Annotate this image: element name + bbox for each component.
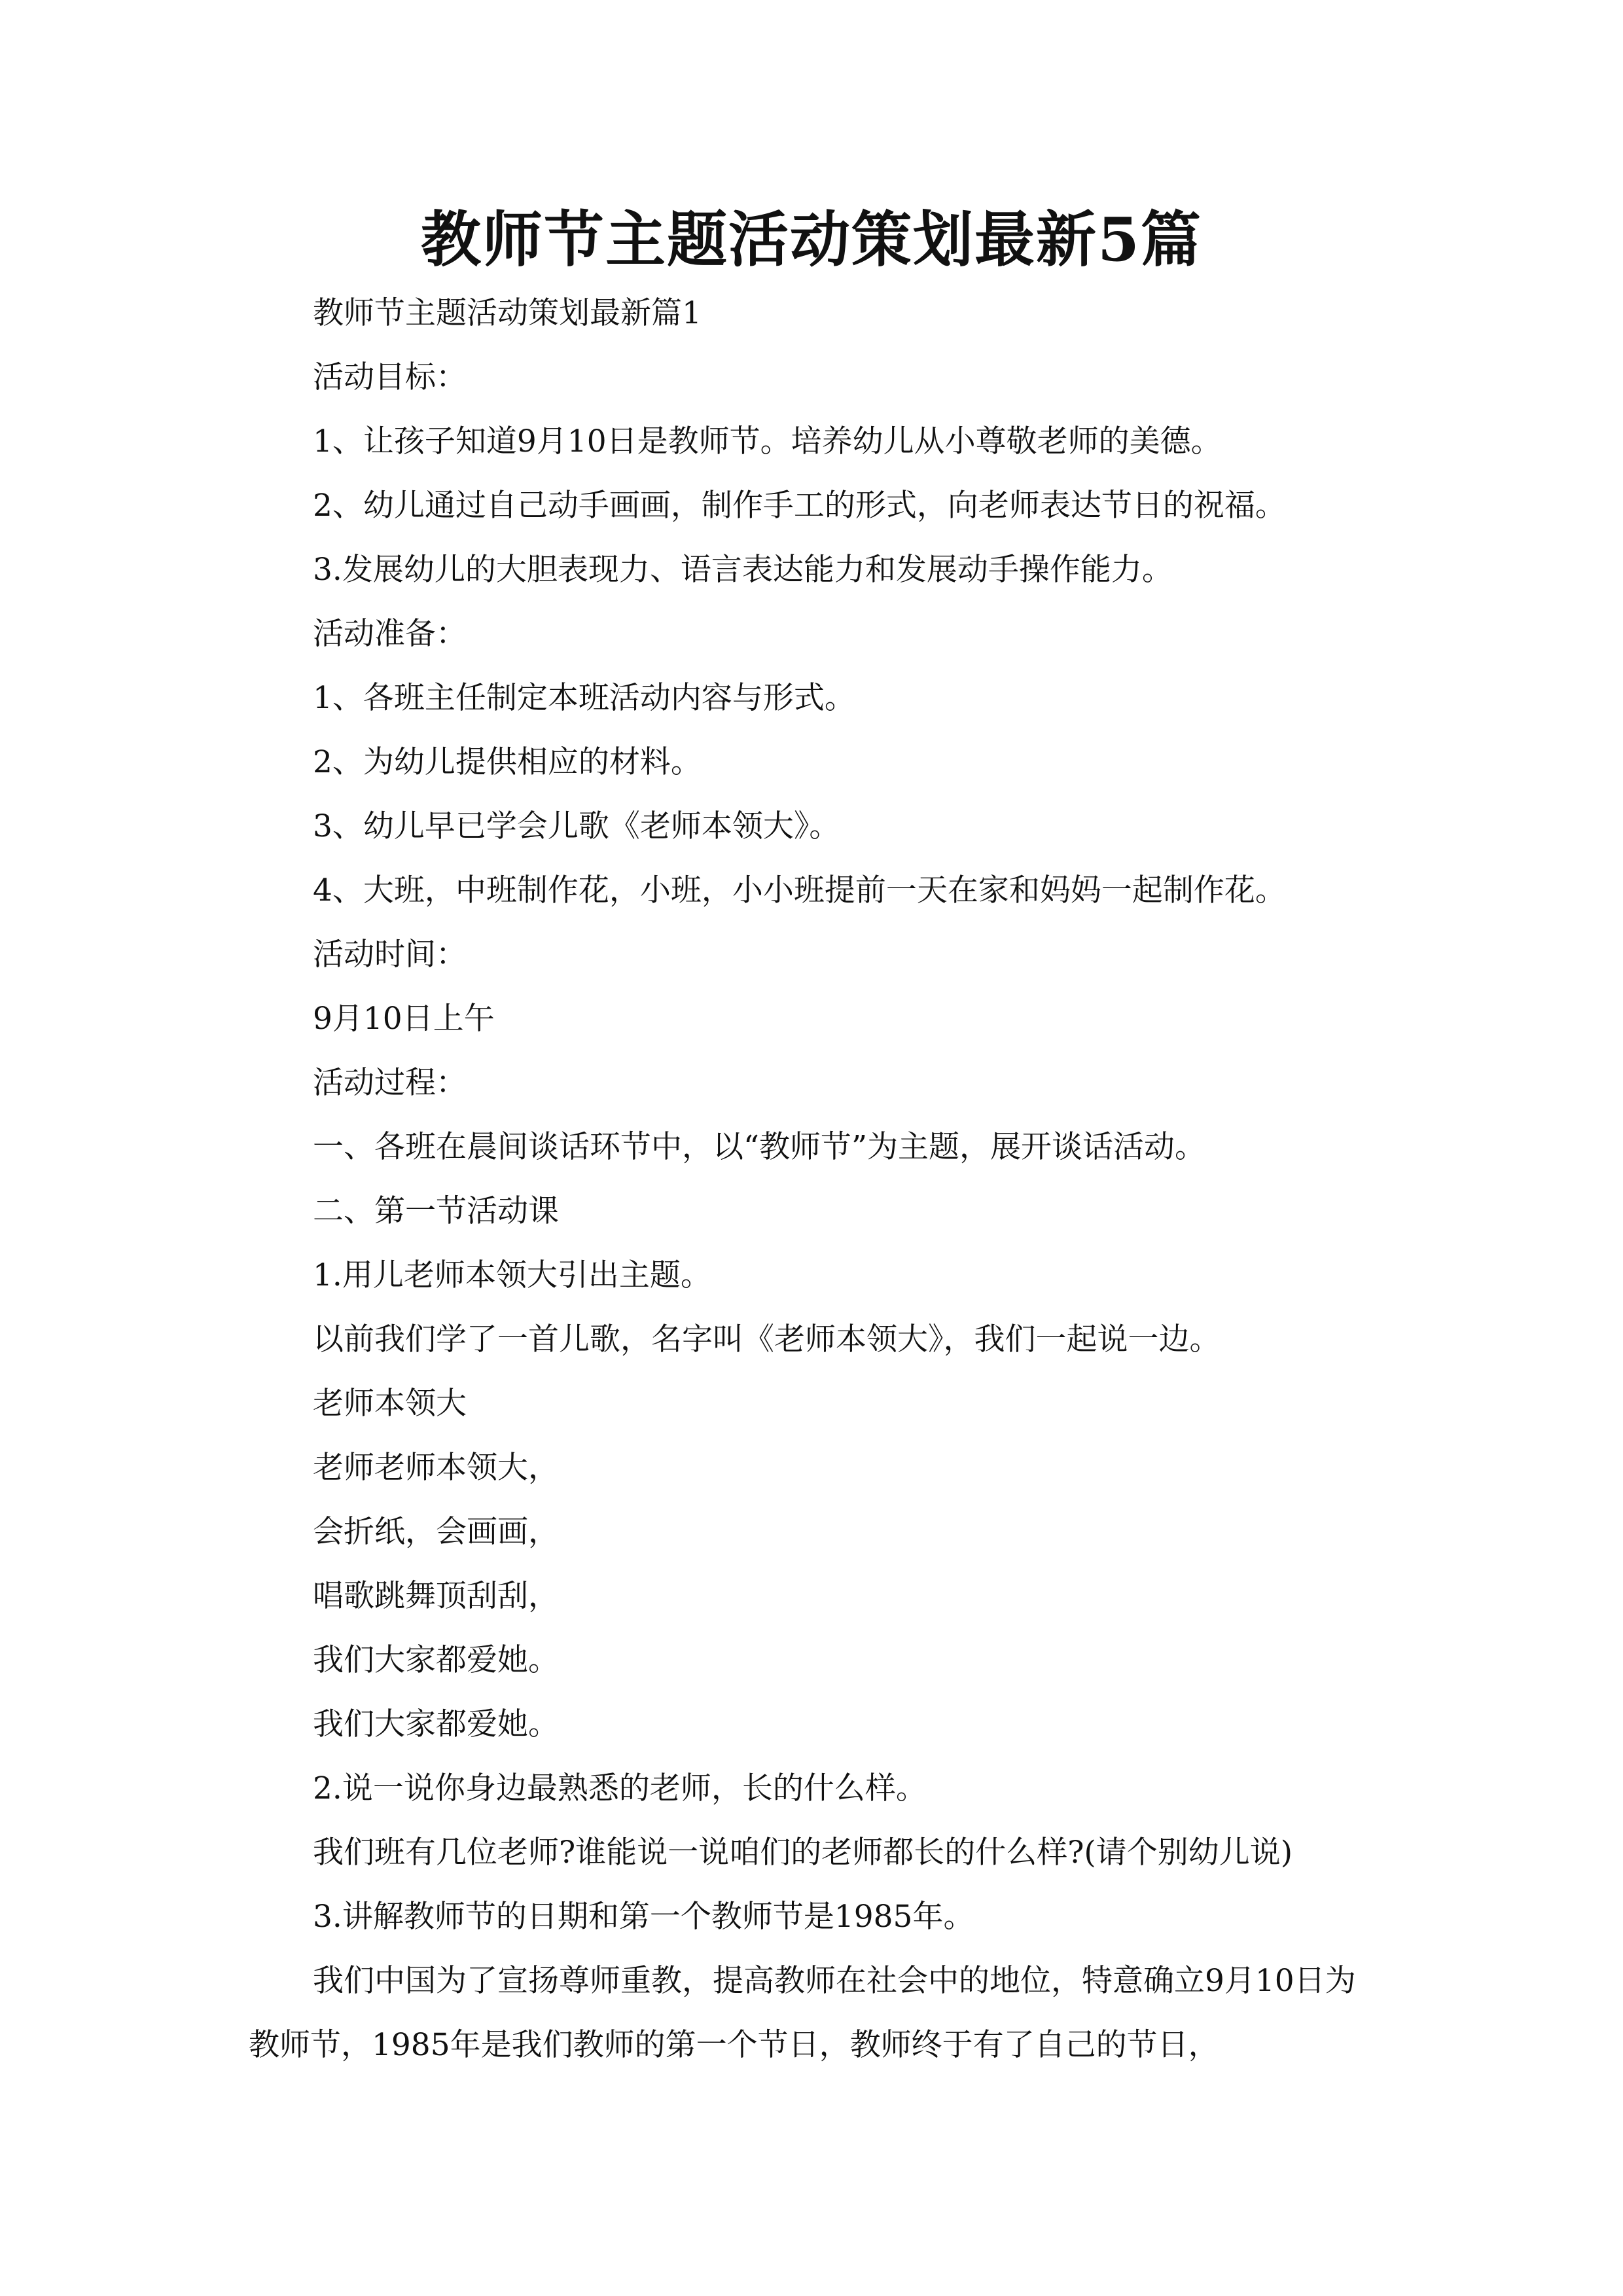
poem-line: 老师老师本领大， bbox=[313, 1450, 559, 1486]
subheading-goals: 活动目标： bbox=[313, 359, 467, 395]
document-body bbox=[249, 281, 1374, 2077]
paragraph: 3.发展幼儿的大胆表现力、语言表达能力和发展动手操作能力。 bbox=[313, 552, 1173, 588]
paragraph: 9月10日上午 bbox=[313, 1001, 495, 1037]
poem-line: 唱歌跳舞顶刮刮， bbox=[313, 1578, 559, 1614]
paragraph: 2、幼儿通过自己动手画画，制作手工的形式，向老师表达节日的祝福。 bbox=[313, 488, 1286, 524]
poem-title: 老师本领大 bbox=[313, 1386, 467, 1422]
paragraph: 以前我们学了一首儿歌，名字叫《老师本领大》，我们一起说一边。 bbox=[313, 1321, 1221, 1357]
paragraph: 2.说一说你身边最熟悉的老师，长的什么样。 bbox=[313, 1770, 927, 1806]
paragraph: 1.用儿老师本领大引出主题。 bbox=[313, 1257, 711, 1293]
subheading-process: 活动过程： bbox=[313, 1065, 467, 1101]
poem-line: 我们大家都爱她。 bbox=[313, 1706, 559, 1742]
paragraph: 我们班有几位老师?谁能说一说咱们的老师都长的什么样?(请个别幼儿说) bbox=[313, 1835, 1293, 1871]
paragraph: 我们中国为了宣扬尊师重教，提高教师在社会中的地位，特意确立9月10日为教师节，1985年是我们教师的第一个节日，教师终于有了自己的节日， bbox=[249, 1963, 1356, 2063]
subheading-preparation: 活动准备： bbox=[313, 616, 467, 652]
paragraph: 1、让孩子知道9月10日是教师节。培养幼儿从小尊敬老师的美德。 bbox=[313, 423, 1222, 459]
paragraph: 4、大班，中班制作花，小班，小小班提前一天在家和妈妈一起制作花。 bbox=[313, 872, 1286, 908]
paragraph: 一、各班在晨间谈话环节中，以“教师节”为主题，展开谈话活动。 bbox=[313, 1129, 1206, 1165]
poem-line: 会折纸，会画画， bbox=[313, 1514, 559, 1550]
paragraph: 2、为幼儿提供相应的材料。 bbox=[313, 744, 702, 780]
poem-line: 我们大家都爱她。 bbox=[313, 1642, 559, 1678]
paragraph: 1、各班主任制定本班活动内容与形式。 bbox=[313, 680, 855, 716]
subheading-time: 活动时间： bbox=[313, 937, 467, 973]
paragraph: 3、幼儿早已学会儿歌《老师本领大》。 bbox=[313, 808, 840, 844]
section-heading: 教师节主题活动策划最新篇1 bbox=[313, 295, 702, 331]
paragraph: 3.讲解教师节的日期和第一个教师节是1985年。 bbox=[313, 1899, 974, 1935]
paragraph: 二、第一节活动课 bbox=[313, 1193, 559, 1229]
document-title: 教师节主题活动策划最新5篇 bbox=[420, 204, 1202, 275]
